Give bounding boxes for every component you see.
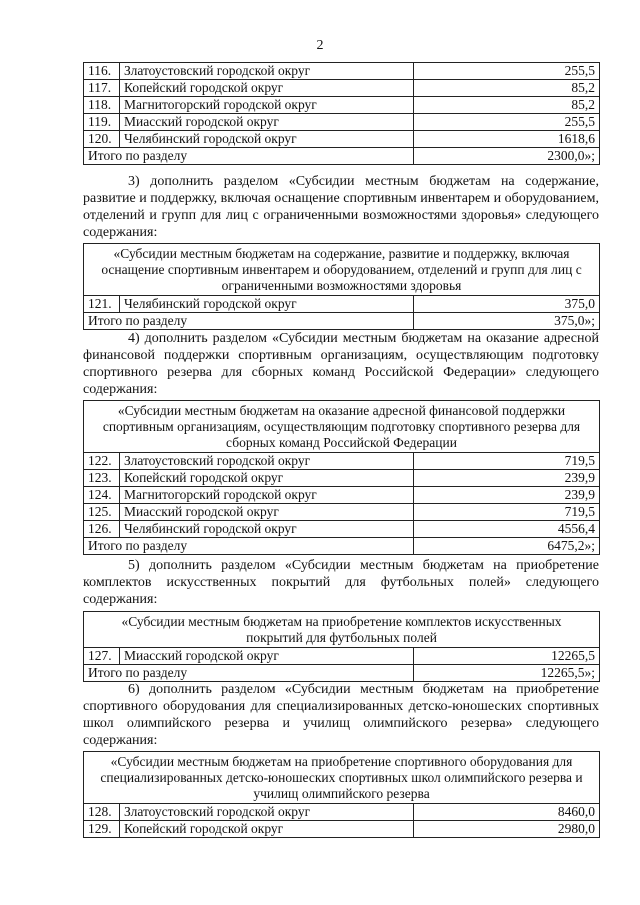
row-number: 119.	[84, 114, 120, 131]
row-number: 117.	[84, 80, 120, 97]
table-row	[84, 97, 600, 114]
table-total-row	[84, 665, 600, 682]
municipality-name: Миасский городской округ	[120, 648, 414, 665]
table-title: «Субсидии местным бюджетам на содержание, развитие и поддержку, включая оснащение спортивным инвентарем и оборудованием, отделений и групп для лиц с ограниченными возможностями здоровья	[84, 244, 600, 296]
municipality-name: Магнитогорский городской округ	[120, 487, 414, 504]
amount-value: 4556,4	[414, 521, 600, 538]
table-row	[84, 648, 600, 665]
row-number: 129.	[84, 821, 120, 838]
total-label: Итого по разделу	[84, 538, 414, 555]
paragraph-3: 3) дополнить разделом «Субсидии местным бюджетам на содержание, развитие и поддержку, включая оснащение спортивным инвентарем и оборудованием, отделений и групп для лиц с ограниченными возможностями здоровья» следующего содержания:	[83, 174, 599, 240]
municipality-name: Челябинский городской округ	[120, 521, 414, 538]
amount-value: 239,9	[414, 487, 600, 504]
row-number: 123.	[84, 470, 120, 487]
table-row	[84, 487, 600, 504]
row-number: 125.	[84, 504, 120, 521]
table-row	[84, 453, 600, 470]
municipality-name: Златоустовский городской округ	[120, 453, 414, 470]
table-title-row	[84, 752, 600, 804]
total-label: Итого по разделу	[84, 148, 414, 165]
table-total-row	[84, 148, 600, 165]
row-number: 122.	[84, 453, 120, 470]
table-row	[84, 296, 600, 313]
table-row	[84, 804, 600, 821]
amount-value: 85,2	[414, 97, 600, 114]
total-label: Итого по разделу	[84, 313, 414, 330]
municipality-name: Миасский городской округ	[120, 504, 414, 521]
amount-value: 85,2	[414, 80, 600, 97]
total-value: 12265,5»;	[414, 665, 600, 682]
table-row	[84, 131, 600, 148]
amount-value: 255,5	[414, 63, 600, 80]
page-number: 2	[316, 38, 324, 53]
amount-value: 375,0	[414, 296, 600, 313]
row-number: 128.	[84, 804, 120, 821]
table-title-row	[84, 244, 600, 296]
table-section-6	[83, 751, 600, 838]
table-total-row	[84, 313, 600, 330]
table-section-3	[83, 243, 600, 330]
table-row	[84, 521, 600, 538]
amount-value: 8460,0	[414, 804, 600, 821]
municipality-name: Златоустовский городской округ	[120, 804, 414, 821]
row-number: 127.	[84, 648, 120, 665]
municipality-name: Копейский городской округ	[120, 821, 414, 838]
amount-value: 239,9	[414, 470, 600, 487]
table-row	[84, 80, 600, 97]
row-number: 121.	[84, 296, 120, 313]
table-total-row	[84, 538, 600, 555]
amount-value: 1618,6	[414, 131, 600, 148]
amount-value: 719,5	[414, 504, 600, 521]
municipality-name: Копейский городской округ	[120, 470, 414, 487]
amount-value: 2980,0	[414, 821, 600, 838]
row-number: 118.	[84, 97, 120, 114]
municipality-name: Копейский городской округ	[120, 80, 414, 97]
total-value: 6475,2»;	[414, 538, 600, 555]
amount-value: 255,5	[414, 114, 600, 131]
table-section-2	[83, 62, 600, 165]
municipality-name: Челябинский городской округ	[120, 131, 414, 148]
municipality-name: Челябинский городской округ	[120, 296, 414, 313]
table-row	[84, 470, 600, 487]
amount-value: 719,5	[414, 453, 600, 470]
table-title: «Субсидии местным бюджетам на приобретение комплектов искусственных покрытий для футбольных полей	[84, 612, 600, 648]
total-value: 2300,0»;	[414, 148, 600, 165]
table-title-row	[84, 612, 600, 648]
total-label: Итого по разделу	[84, 665, 414, 682]
paragraph-4: 4) дополнить разделом «Субсидии местным бюджетам на оказание адресной финансовой поддержки спортивным организациям, осуществляющим подготовку спортивного резерва для сборных команд Российской Федерации» следующего содержания:	[83, 331, 599, 397]
municipality-name: Миасский городской округ	[120, 114, 414, 131]
municipality-name: Златоустовский городской округ	[120, 63, 414, 80]
table-row	[84, 504, 600, 521]
row-number: 120.	[84, 131, 120, 148]
amount-value: 12265,5	[414, 648, 600, 665]
municipality-name: Магнитогорский городской округ	[120, 97, 414, 114]
total-value: 375,0»;	[414, 313, 600, 330]
table-row	[84, 821, 600, 838]
table-title-row	[84, 401, 600, 453]
table-row	[84, 63, 600, 80]
table-title: «Субсидии местным бюджетам на оказание адресной финансовой поддержки спортивным организациям, осуществляющим подготовку спортивного резерва для сборных команд Российской Федерации	[84, 401, 600, 453]
row-number: 116.	[84, 63, 120, 80]
paragraph-6: 6) дополнить разделом «Субсидии местным бюджетам на приобретение спортивного оборудования для специализированных детско-юношеских спортивных школ олимпийского резерва и училищ олимпийского резерва» следующего содержания:	[83, 682, 599, 748]
table-row	[84, 114, 600, 131]
table-section-5	[83, 611, 600, 682]
row-number: 124.	[84, 487, 120, 504]
paragraph-5: 5) дополнить разделом «Субсидии местным бюджетам на приобретение комплектов искусственных покрытий для футбольных полей» следующего содержания:	[83, 558, 599, 607]
table-title: «Субсидии местным бюджетам на приобретение спортивного оборудования для специализированных детско-юношеских спортивных школ олимпийского резерва и училищ олимпийского резерва	[84, 752, 600, 804]
row-number: 126.	[84, 521, 120, 538]
table-section-4	[83, 400, 600, 555]
